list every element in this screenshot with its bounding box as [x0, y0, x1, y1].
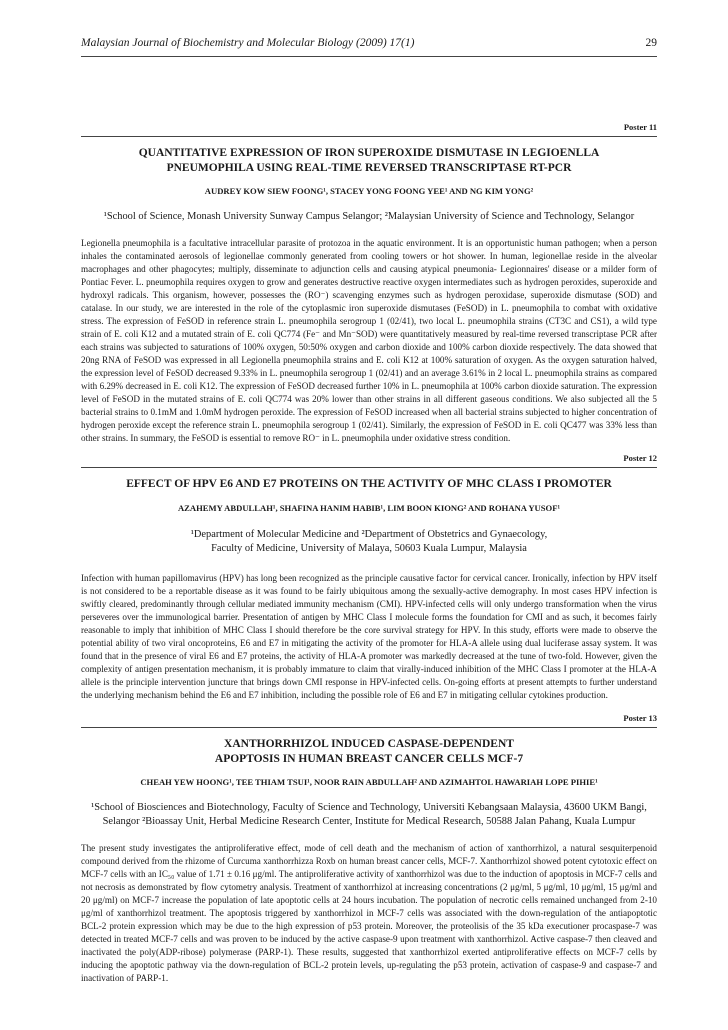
poster-13-rule [81, 727, 657, 728]
poster-12-title [81, 477, 657, 492]
poster-11-affiliation: ¹School of Science, Monash University Sunway Campus Selangor; ²Malaysian University of Science and Technology, Selangor [103, 211, 635, 222]
journal-citation: Malaysian Journal of Biochemistry and Molecular Biology (2009) 17(1) [81, 37, 415, 49]
poster-11-rule [81, 136, 657, 137]
poster-11-title [81, 146, 657, 176]
header-rule [81, 56, 657, 57]
poster-13-abstract: The present study investigates the antiproliferative effect, mode of cell death and the mechanism of action of xanthorrhizol, a natural sesquiterpenoid compound derived from the rhizome of Curcuma xanthorrhizza Roxb on human breast cancer cells, MCF-7. Xanthorrhizol showed potent cytotoxic effect on MCF-7 cells with an IC₅₀ value of 1.71 ± 0.16 μg/ml. The antiproliferative activity of xanthorrhizol was due to the induction of apoptosis in MCF-7 cells and not necrosis as demonstrated by flow cytometry analysis. Treatment of xanthorrhizol at increasing concentrations (2 μg/ml, 5 μg/ml, 10 μg/ml, 15 μg/ml and 20 μg/ml) on MCF-7 increase the population of late apoptotic cells at 24 hours incubation. The population of necrotic cells remained unchanged from 2-10 μg/ml of xanthorrhizol treatment. The apoptosis triggered by xanthorrhizol in MCF-7 cells was associated with the down-regulation of the antiapoptotic BCL-2 protein expression which may be due to the high expression of p53 protein. Moreover, the proteolisis of the 35 kDa executioner procaspase-7 was detected in treated MCF-7 cells and was proven to be induced by the active caspase-9 upon treatment with xanthorrhizol. Active caspase-7 then cleaved and inactivated the poly(ADP-ribose) polymerase (PARP-1). These results, suggested that xanthorrhizol exerted antiproliferative effects on MCF-7 cells by inducing the apoptotic pathway via the down-regulation of BCL-2 protein levels, up-regulating the p53 protein, activation of caspase-9 and caspase-7 and inactivation of PARP-1. [81, 843, 657, 983]
running-header [81, 37, 657, 49]
poster-13-affiliation-line-1: ¹School of Biosciences and Biotechnology, Faculty of Science and Technology, Universiti Kebangsaan Malaysia, 43600 UKM Bangi, [91, 802, 647, 813]
poster-13-authors: CHEAH YEW HOONG¹, TEE THIAM TSUI¹, NOOR RAIN ABDULLAH² AND AZIMAHTOL HAWARIAH LOPE PIHIE¹ [140, 777, 598, 787]
poster-12-affiliation-line-1: ¹Department of Molecular Medicine and ²Department of Obstetrics and Gynaecology, [190, 529, 548, 540]
poster-12-authors: AZAHEMY ABDULLAH¹, SHAFINA HANIM HABIB¹, LIM BOON KIONG² AND ROHANA YUSOF¹ [177, 503, 561, 513]
poster-12-rule [81, 467, 657, 468]
poster-13-label: Poster 13 [623, 713, 657, 723]
poster-11-abstract: Legionella pneumophila is a facultative intracellular parasite of protozoa in the aquatic environment. It is an opportunistic human pathogen; when a person inhales the contaminated aerosols of legionellae commonly generated from cooling towers or hot shower. In human, legionellae reside in the alveolar macrophages and other phagocytes; multiply, disseminate to adjunction cells and causing atypical pneumonia- Legionnaires' disease or a milder form of Pontiac Fever. L. pneumophila requires oxygen to grow and generates destructive reactive oxygen intermediates such as hydrogen peroxides, superoxide and hydroxyl radicals. This organism, however, possesses the (RO⁻) scavenging enzymes such as hydrogen peroxidase, superoxide dismutase (SOD) and catalase. In our study, we are interested in the role of the cytoplasmic iron superoxide dismutases (FeSOD) in L. pneumophila to combat with oxidative stress. The expression of FeSOD in reference strain L. pneumophila serogroup 1 (02/41), two local L. pneumophila strains (CT3C and CS1), a wild type strain of E. coli K12 and a mutated strain of E. coli QC774 (Fe⁻ and Mn⁻SOD) were quantitatively measured by real-time reversed transcriptase PCR after each strains was subjected to saturations of 100% oxygen, 50:50% oxygen and carbon dioxide and 100% carbon dioxide respectively. The data showed that 20ng RNA of FeSOD was expressed in all Legionella pneumophila strains and E. coli K12 at 100% saturation of oxygen. As the oxygen saturation halved, the expression level of FeSOD decreased 9.33% in L. pneumophila serogroup 1 (02/41) and an average 3.61% in 2 local L. pneumophila strains as compared with 6.29% decreased in E. coli K12. The expression of FeSOD decreased further 10% in L. pneumophila at 100% carbon dioxide saturation. The expression level of FeSOD in the mutated strains of E. coli QC774 was 20% lower than other strains in all different gaseous conditions. We also subjected all the 5 bacterial strains to 0.1mM and 1.0mM hydrogen peroxide. The expression of FeSOD increased when all bacterial strains subjected to higher concentration of hydrogen peroxide except the reference strain L. pneumophila serogroup 1 (02/41). Similarly, the expression of FeSOD in E. coli QC477 was 33% less than other strains. In summary, the FeSOD is essential to remove RO⁻ in L. pneumophila under oxidative stress condition. [81, 238, 657, 443]
poster-13-affiliation-line-2: Selangor ²Bioassay Unit, Herbal Medicine Research Center, Institute for Medical Research, 50588 Jalan Pahang, Kuala Lumpur [102, 816, 636, 827]
poster-11-title-line-1: QUANTITATIVE EXPRESSION OF IRON SUPEROXIDE DISMUTASE IN LEGIOENLLA [138, 147, 600, 159]
poster-11-title-line-2: PNEUMOPHILA USING REAL-TIME REVERSED TRANSCRIPTASE RT-PCR [166, 162, 572, 174]
poster-12-affiliation [81, 528, 657, 556]
poster-13-title-line-1: XANTHORRHIZOL INDUCED CASPASE-DEPENDENT [224, 738, 514, 750]
poster-12-abstract: Infection with human papillomavirus (HPV) has long been recognized as the principle causative factor for cervical cancer. Ironically, infection by HPV itself is not considered to be a reportable disease as it was found to be fairly ubiquitous among the sexually-active demography. In most cases HPV infection is swiftly cleared, predominantly through cellular mediated immunity mechanism (CMI). HPV-infected cells will only undergo transformation when the virus perseveres over the immunological barrier. Presentation of antigen by MHC Class I molecule forms the foundation for CMI and as such, it becomes fairly reasonable to imply that inhibition of MHC Class I should therefore be the core survival strategy for HPV. In this study, efforts were made to observe the potential ability of two viral oncoproteins, E6 and E7 in mitigating the activity of the promoter for HLA-A allele using dual luciferase assay system. It was found that in the presence of viral E6 and E7 proteins, the activity of HLA-A promoter was markedly decreased at the tune of two-fold. However, given the complexity of antigen presentation mechanism, it is probably immature to claim that virally-induced inhibition of the MHC Class I promoter at the HLA-A allele is the principle intervention juncture that brings down CMI response in HPV-infected cells. On-going efforts at present attempts to further understand the underlying mechanism behind the E6 and E7 inhibition, including the possible role of E6 and E7 in mitigating cellular cytokines production. [81, 573, 657, 700]
poster-13-title-line-2: APOPTOSIS IN HUMAN BREAST CANCER CELLS MCF-7 [214, 753, 524, 765]
poster-13-affiliation [81, 801, 657, 829]
poster-11-label: Poster 11 [623, 122, 657, 132]
poster-11-authors: AUDREY KOW SIEW FOONG¹, STACEY YONG FOONG YEE¹ AND NG KIM YONG² [204, 186, 534, 196]
page-number: 29 [645, 37, 657, 49]
poster-12-title-line-1: EFFECT OF HPV E6 AND E7 PROTEINS ON THE ACTIVITY OF MHC CLASS I PROMOTER [126, 478, 612, 490]
poster-12-affiliation-line-2: Faculty of Medicine, University of Malaya, 50603 Kuala Lumpur, Malaysia [211, 543, 527, 554]
poster-13-title [81, 737, 657, 767]
poster-12-label: Poster 12 [623, 453, 657, 463]
